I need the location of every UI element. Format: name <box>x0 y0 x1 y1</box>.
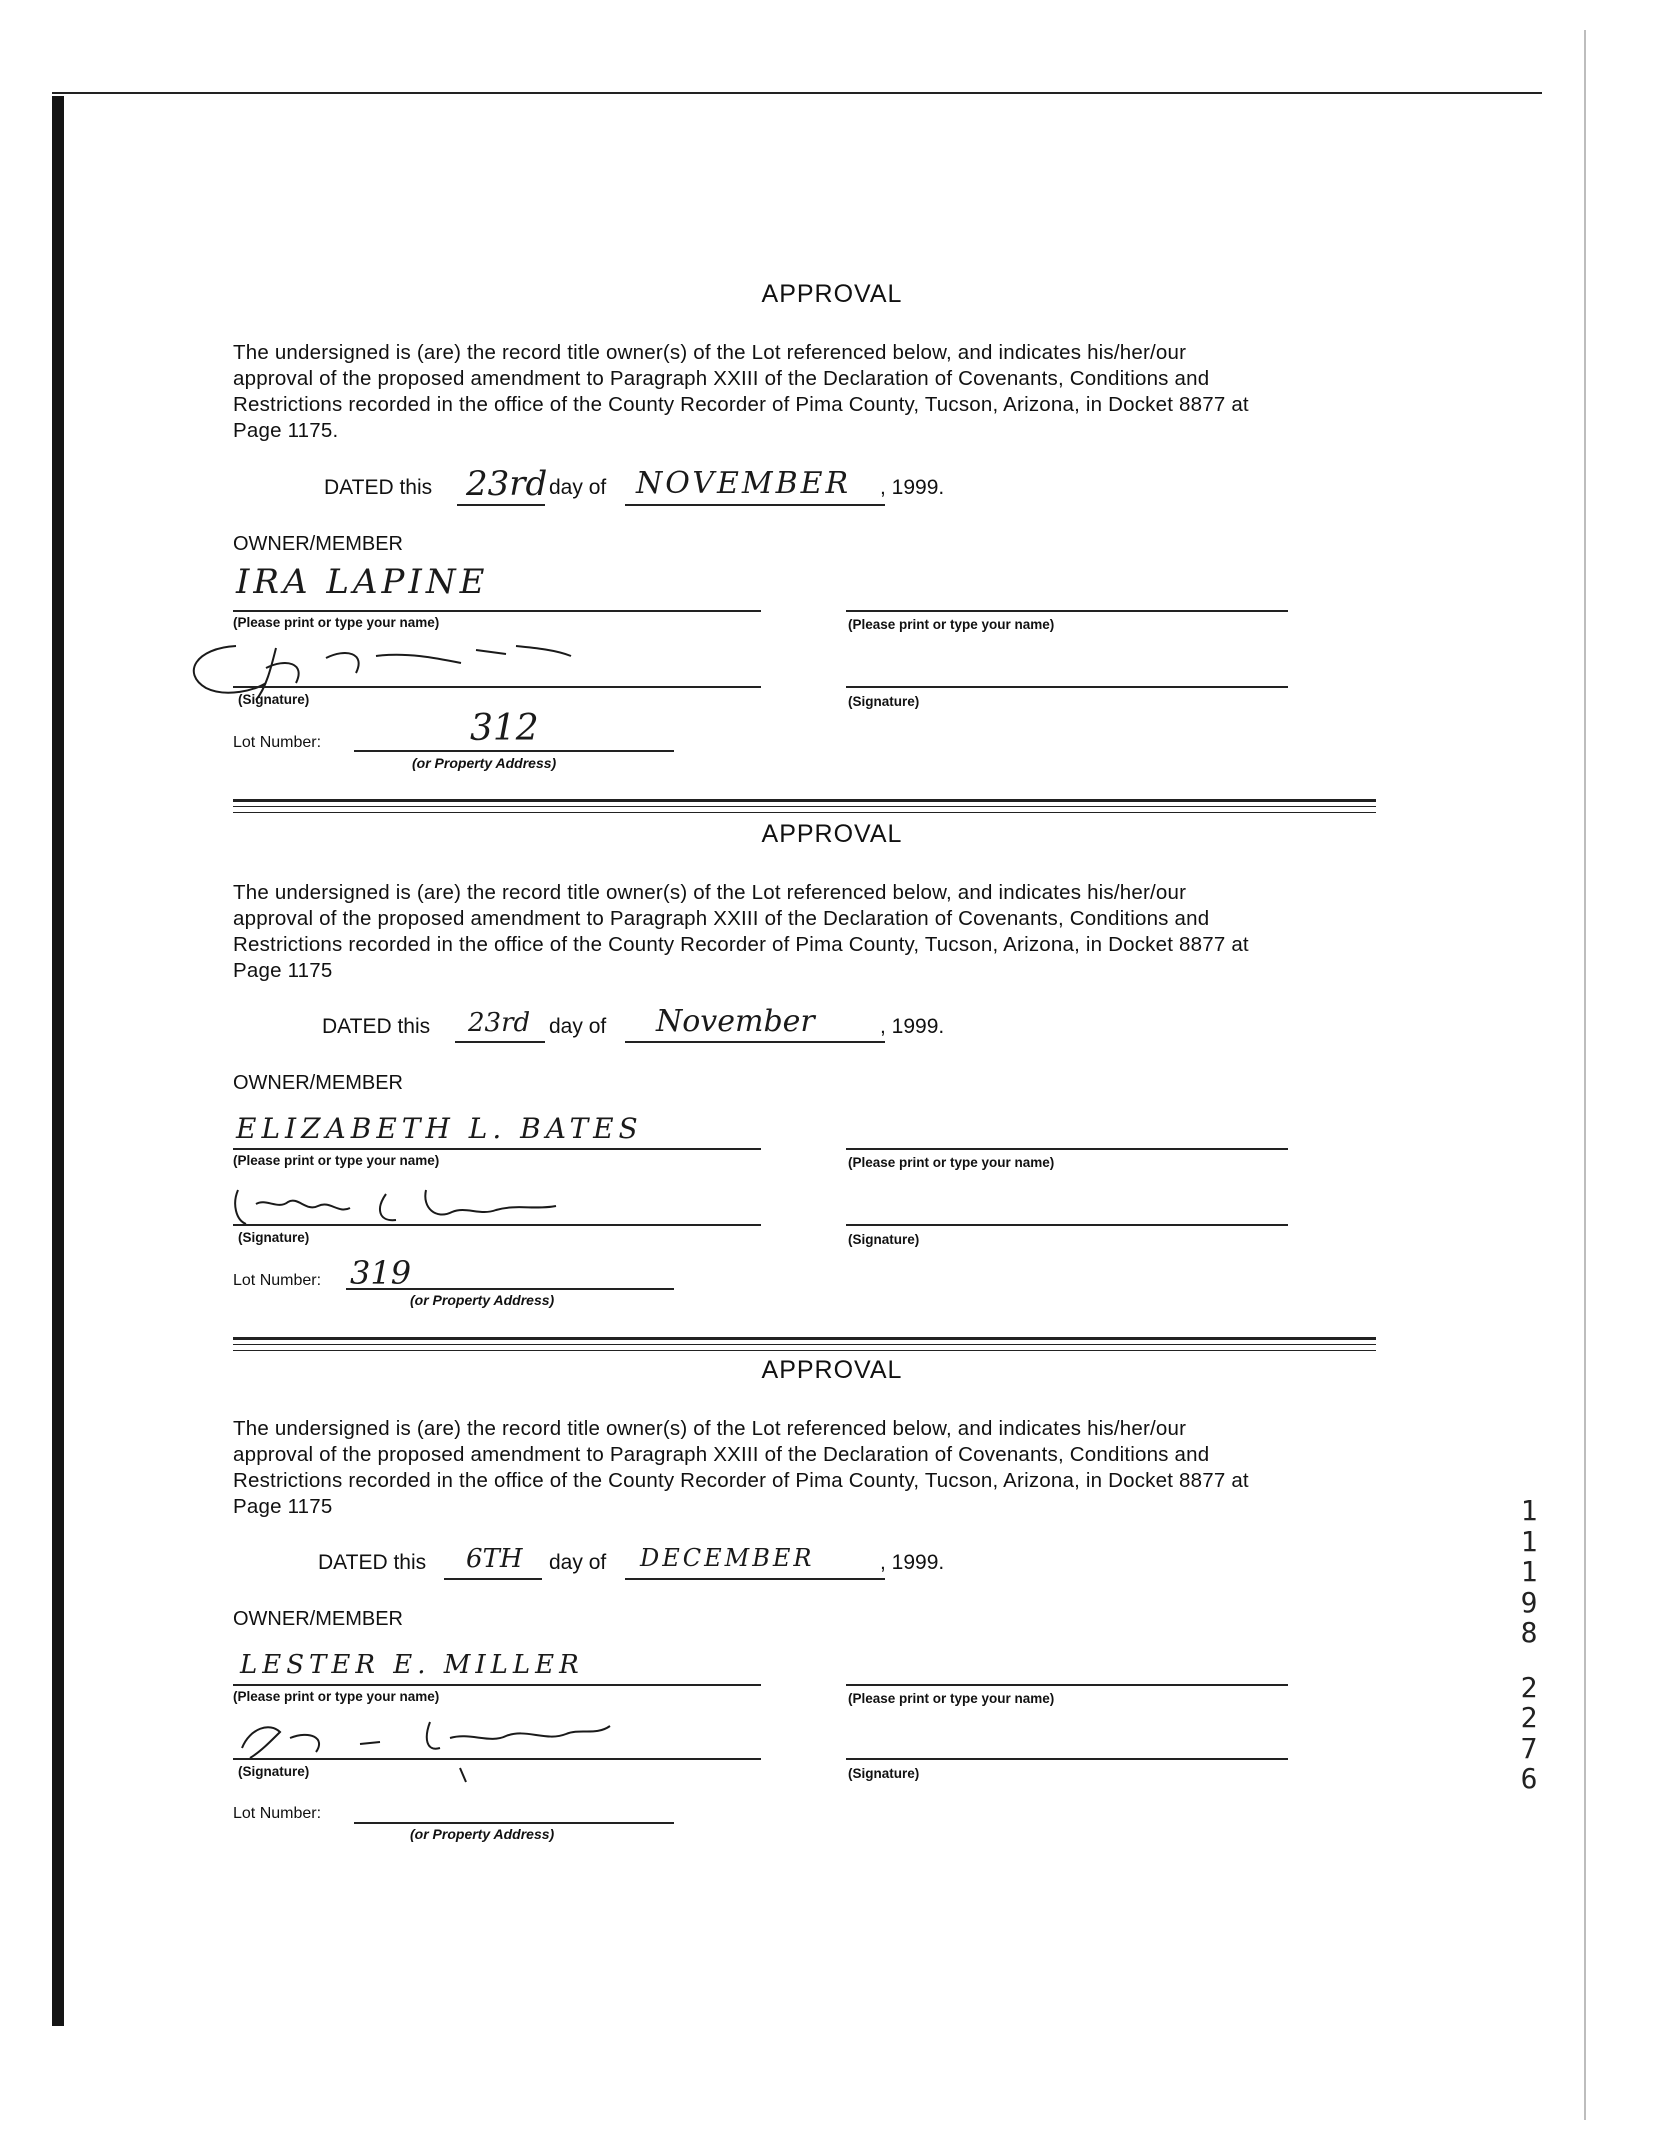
lot-number-value-1: 312 <box>470 708 539 749</box>
month-line-2 <box>625 1041 885 1043</box>
stamp-digit: 2 <box>1520 1670 1538 1704</box>
name-line-2b <box>846 1148 1288 1150</box>
lot-number-label-2: Lot Number: <box>233 1272 322 1289</box>
signature-line-3b <box>846 1758 1288 1760</box>
dated-label-2: DATED this <box>322 1015 431 1038</box>
signature-line-2b <box>846 1224 1288 1226</box>
separator-1c <box>233 812 1376 813</box>
day-value-1: 23rd <box>466 464 548 504</box>
name-line-1b <box>846 610 1288 612</box>
print-name-caption-1b: (Please print or type your name) <box>848 617 1055 632</box>
separator-2b <box>233 1344 1376 1345</box>
signature-caption-3: (Signature) <box>238 1764 310 1779</box>
stamp-digit: 1 <box>1520 1524 1538 1558</box>
stamp-gap <box>1512 1649 1546 1673</box>
month-value-1: NOVEMBER <box>636 466 852 501</box>
day-value-3: 6TH <box>466 1544 523 1574</box>
paragraph-line: The undersigned is (are) the record title owner(s) of the Lot referenced below, and indicates his/her/our <box>233 1417 1187 1440</box>
paragraph-line: approval of the proposed amendment to Paragraph XXIII of the Declaration of Covenants, Conditions and <box>233 907 1210 930</box>
day-of-label-3: day of <box>549 1551 607 1574</box>
stamp-digit: 1 <box>1520 1494 1538 1527</box>
stamp-digit: 2 <box>1520 1701 1538 1734</box>
owner-name-2: ELIZABETH L. BATES <box>236 1112 643 1145</box>
dated-label-1: DATED this <box>324 476 433 499</box>
day-line-1 <box>457 504 545 506</box>
owner-name-3: LESTER E. MILLER <box>240 1650 584 1680</box>
approval-paragraph-3 <box>233 1416 1375 1520</box>
property-address-caption-2: (or Property Address) <box>410 1292 555 1308</box>
paragraph-line: approval of the proposed amendment to Paragraph XXIII of the Declaration of Covenants, Conditions and <box>233 367 1210 390</box>
paragraph-line: Restrictions recorded in the office of the County Recorder of Pima County, Tucson, Arizona, in Docket 8877 at <box>233 393 1249 416</box>
signature-line-1b <box>846 686 1288 688</box>
year-label-3: , 1999. <box>880 1551 945 1574</box>
lot-number-value-2: 319 <box>350 1254 412 1292</box>
paragraph-line: approval of the proposed amendment to Paragraph XXIII of the Declaration of Covenants, Conditions and <box>233 1443 1210 1466</box>
approval-title-3: APPROVAL <box>761 1356 903 1384</box>
signature-caption-1: (Signature) <box>238 692 310 707</box>
stamp-digit: 9 <box>1520 1585 1538 1619</box>
month-value-2: November <box>656 1004 815 1039</box>
owner-name-1: IRA LAPINE <box>236 562 489 602</box>
paragraph-line: The undersigned is (are) the record title owner(s) of the Lot referenced below, and indicates his/her/our <box>233 881 1187 904</box>
approval-paragraph-1 <box>233 340 1375 444</box>
year-label-1: , 1999. <box>880 476 945 499</box>
paragraph-line: Page 1175 <box>233 1495 333 1518</box>
separator-1a <box>233 799 1376 802</box>
scan-left-edge <box>52 96 64 2026</box>
paragraph-line: Restrictions recorded in the office of the County Recorder of Pima County, Tucson, Arizona, in Docket 8877 at <box>233 1469 1249 1492</box>
paragraph-line: Restrictions recorded in the office of the County Recorder of Pima County, Tucson, Arizona, in Docket 8877 at <box>233 933 1249 956</box>
stamp-digit: 7 <box>1520 1731 1538 1765</box>
lot-line-3 <box>354 1822 674 1824</box>
day-of-label-1: day of <box>549 476 607 499</box>
docket-stamp-number <box>1512 1496 1546 1795</box>
print-name-caption-1: (Please print or type your name) <box>233 615 440 630</box>
signature-line-3 <box>233 1758 761 1760</box>
day-of-label-2: day of <box>549 1015 607 1038</box>
month-line-1 <box>625 504 885 506</box>
day-line-2 <box>455 1041 545 1043</box>
signature-line-2 <box>233 1224 761 1226</box>
signature-caption-1b: (Signature) <box>848 694 920 709</box>
name-line-3b <box>846 1684 1288 1686</box>
signature-caption-2b: (Signature) <box>848 1232 920 1247</box>
owner-member-label-3: OWNER/MEMBER <box>233 1608 403 1630</box>
owner-member-label-1: OWNER/MEMBER <box>233 533 403 555</box>
name-line-3 <box>233 1684 761 1686</box>
separator-1b <box>233 806 1376 807</box>
print-name-caption-3b: (Please print or type your name) <box>848 1691 1055 1706</box>
stamp-digit: 6 <box>1520 1762 1538 1795</box>
paragraph-line: Page 1175. <box>233 419 339 442</box>
day-line-3 <box>444 1578 542 1580</box>
name-line-1 <box>233 610 761 612</box>
signature-caption-3b: (Signature) <box>848 1766 920 1781</box>
lot-number-label-1: Lot Number: <box>233 734 322 751</box>
scan-right-edge <box>1584 30 1586 2120</box>
approval-title-2: APPROVAL <box>761 820 903 848</box>
separator-2c <box>233 1350 1376 1351</box>
name-line-2 <box>233 1148 761 1150</box>
year-label-2: , 1999. <box>880 1015 945 1038</box>
property-address-caption-1: (or Property Address) <box>412 755 557 771</box>
property-address-caption-3: (or Property Address) <box>410 1826 555 1842</box>
print-name-caption-3: (Please print or type your name) <box>233 1689 440 1704</box>
top-border-rule <box>52 92 1542 94</box>
day-value-2: 23rd <box>468 1008 531 1038</box>
dated-label-3: DATED this <box>318 1551 427 1574</box>
print-name-caption-2: (Please print or type your name) <box>233 1153 440 1168</box>
signature-line-1 <box>233 686 761 688</box>
separator-2a <box>233 1337 1376 1340</box>
month-line-3 <box>625 1578 885 1580</box>
paragraph-line: Page 1175 <box>233 959 333 982</box>
owner-member-label-2: OWNER/MEMBER <box>233 1072 403 1094</box>
month-value-3: DECEMBER <box>640 1544 815 1572</box>
print-name-caption-2b: (Please print or type your name) <box>848 1155 1055 1170</box>
lot-line-1 <box>354 750 674 752</box>
stamp-digit: 8 <box>1520 1616 1538 1649</box>
approval-paragraph-2 <box>233 880 1375 984</box>
paragraph-line: The undersigned is (are) the record title owner(s) of the Lot referenced below, and indicates his/her/our <box>233 341 1187 364</box>
stamp-digit: 1 <box>1520 1555 1538 1588</box>
approval-title-1: APPROVAL <box>761 280 903 308</box>
signature-caption-2: (Signature) <box>238 1230 310 1245</box>
lot-number-label-3: Lot Number: <box>233 1805 322 1822</box>
